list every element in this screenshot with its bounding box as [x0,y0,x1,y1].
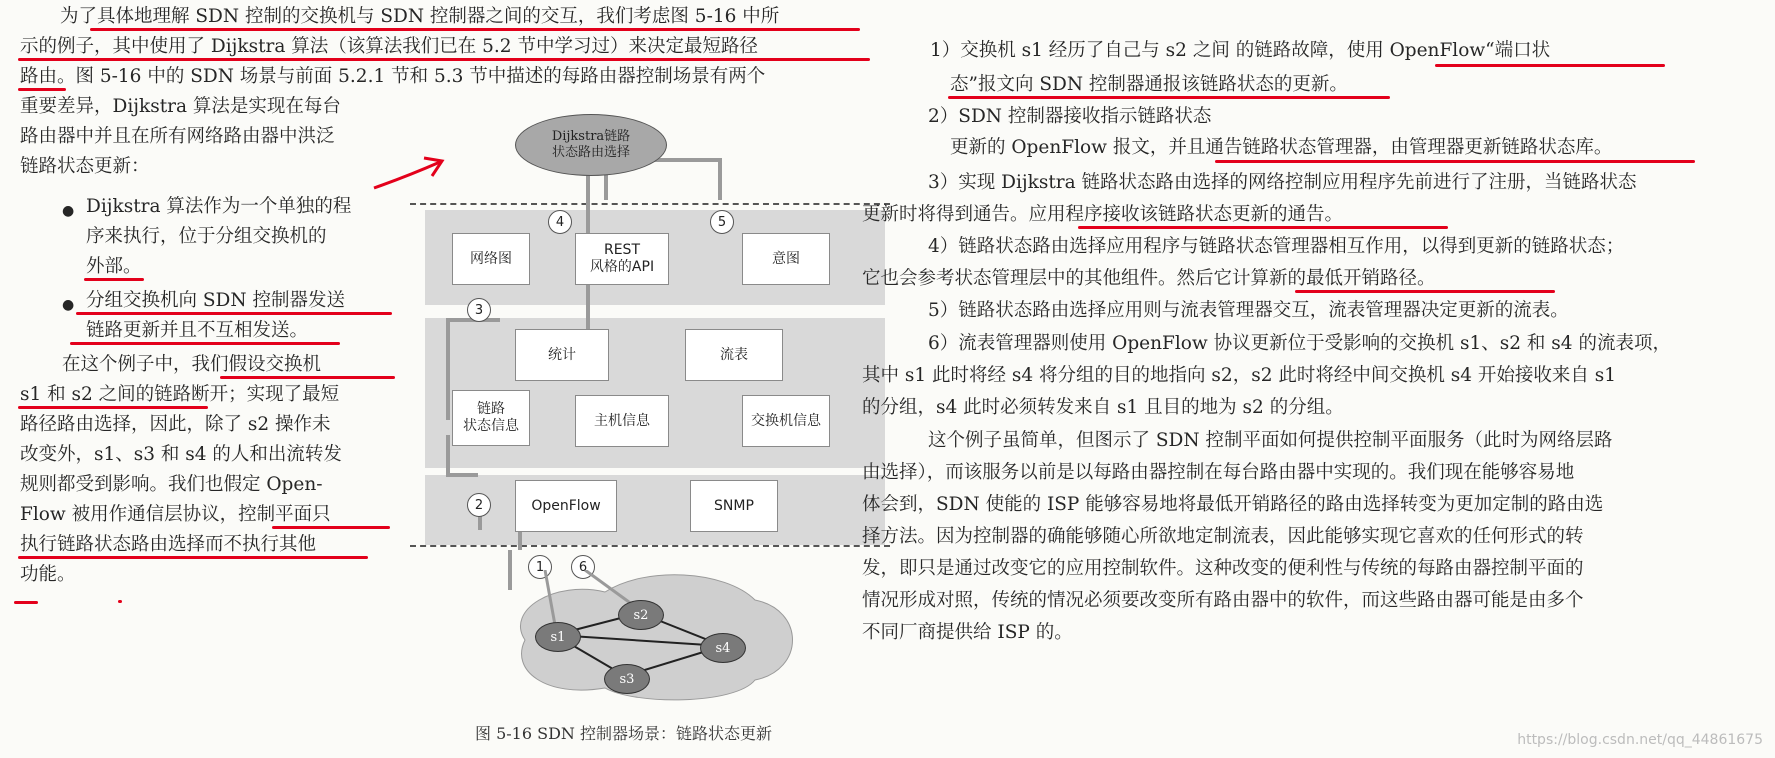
step-circle-2: 2 [467,493,491,517]
figure-connectors [420,120,900,590]
box-statistics: 统计 [515,329,609,381]
box-snmp: SNMP [690,480,778,532]
left-line-4: 重要差异，Dijkstra 算法是实现在每台 [20,96,341,117]
bullet-dot-2: ● [62,297,75,313]
box-flow-table: 流表 [685,329,783,381]
right-line-9: 5）链路状态路由选择应用则与流表管理器交互，流表管理器决定更新的流表。 [928,300,1569,321]
annotation-underline [272,526,390,529]
bullet1-line-1: Dijkstra 算法作为一个单独的程 [86,196,352,217]
step-circle-5: 5 [710,210,734,234]
right-line-17: 发，即只是通过改变它的应用控制软件。这种改变的便利性与传统的每路由器控制平面的 [862,558,1584,579]
step-circle-1: 1 [528,555,552,579]
annotation-underline [70,342,340,345]
step-circle-6: 6 [571,555,595,579]
annotation-underline [18,406,208,409]
annotation-underline [1215,160,1695,163]
para2-line-5: 规则都受到影响。我们也假定 Open- [20,474,323,495]
switch-s1: s1 [535,622,581,652]
box-intent: 意图 [742,233,830,285]
left-line-6: 链路状态更新： [20,156,150,177]
annotation-underline [18,58,870,61]
dijkstra-label-2: 状态路由选择 [551,145,630,160]
left-line-3: 路由。图 5-16 中的 SDN 场景与前面 5.2.1 节和 5.3 节中描述的每路由器控制场景有两个 [20,66,766,87]
bullet2-line-1: 分组交换机向 SDN 控制器发送 [86,290,345,311]
right-line-13: 这个例子虽简单，但图示了 SDN 控制平面如何提供控制平面服务（此时为网络层路 [928,430,1613,451]
right-line-6: 更新时将得到通告。应用程序接收该链路状态更新的通告。 [862,204,1344,225]
para2-line-2: s1 和 s2 之间的链路断开；实现了最短 [20,384,340,405]
right-line-8: 它也会参考状态管理层中的其他组件。然后它计算新的最低开销路径。 [862,268,1436,289]
right-line-4: 更新的 OpenFlow 报文，并且通告链路状态管理器，由管理器更新链路状态库。 [950,137,1613,158]
right-line-7: 4）链路状态路由选择应用程序与链路状态管理器相互作用，以得到更新的链路状态； [928,236,1625,257]
para2-line-6: Flow 被用作通信层协议，控制平面只 [20,504,331,525]
right-line-10: 6）流表管理器则使用 OpenFlow 协议更新位于受影响的交换机 s1、s2 和 s4 的流表项， [928,333,1671,354]
para2-line-3: 路径路由选择，因此，除了 s2 操作未 [20,414,331,435]
right-line-15: 体会到，SDN 使能的 ISP 能够容易地将最低开销路径的路由选择转变为更加定制的路由选 [862,494,1604,515]
annotation-underline [18,88,66,91]
box-host-info: 主机信息 [575,395,669,447]
switch-s4: s4 [700,633,746,663]
annotation-underline [1295,290,1555,293]
box-switch-info: 交换机信息 [742,395,830,447]
step-circle-4: 4 [548,210,572,234]
switch-s2: s2 [618,600,664,630]
annotation-underline [1435,64,1665,67]
right-line-19: 不同厂商提供给 ISP 的。 [862,622,1073,643]
step-circle-3: 3 [467,298,491,322]
left-line-2: 示的例子，其中使用了 Dijkstra 算法（该算法我们已在 5.2 节中学习过）来决定最短路径 [20,36,758,57]
right-line-1: 1）交换机 s1 经历了自己与 s2 之间 的链路故障，使用 OpenFlow“端口状 [930,40,1551,61]
right-line-3: 2）SDN 控制器接收指示链路状态 [928,106,1212,127]
watermark: https://blog.csdn.net/qq_44861675 [1517,732,1763,748]
para2-line-1: 在这个例子中，我们假设交换机 [62,354,322,375]
bullet-dot-1: ● [62,203,75,219]
box-rest-api: REST 风格的API [575,233,669,285]
switch-s3: s3 [604,664,650,694]
annotation-underline [84,278,144,281]
para2-line-7: 执行链路状态路由选择而不执行其他 [20,534,317,555]
annotation-underline [76,312,392,315]
bullet2-line-2: 链路更新并且不互相发送。 [86,320,309,341]
right-line-16: 择方法。因为控制器的确能够随心所欲地定制流表，因此能够实现它喜欢的任何形式的转 [862,526,1584,547]
left-line-5: 路由器中并且在所有网络路由器中洪泛 [20,126,335,147]
right-line-5: 3）实现 Dijkstra 链路状态路由选择的网络控制应用程序先前进行了注册，当链路状态 [928,172,1637,193]
annotation-underline [18,556,368,559]
annotation-underline [90,28,860,31]
right-line-12: 的分组，s4 此时必须转发来自 s1 且目的地为 s2 的分组。 [862,397,1344,418]
left-line-1: 为了具体地理解 SDN 控制的交换机与 SDN 控制器之间的交互，我们考虑图 5-16 中所 [60,6,780,27]
para2-line-8: 功能。 [20,564,76,585]
bullet1-line-3: 外部。 [86,256,142,277]
right-line-11: 其中 s1 此时将经 s4 将分组的目的地指向 s2，s2 此时将经中间交换机 s4 开始接收来自 s1 [862,365,1617,386]
annotation-underline [14,601,38,604]
box-link-state-info: 链路 状态信息 [452,390,530,446]
box-openflow: OpenFlow [515,480,617,532]
box-network-graph: 网络图 [452,233,530,285]
figure-caption: 图 5-16 SDN 控制器场景：链路状态更新 [475,724,772,743]
right-line-14: 由选择），而该服务以前是以每路由器控制在每台路由器中实现的。我们现在能够容易地 [862,462,1575,483]
right-line-2: 态”报文向 SDN 控制器通报该链路状态的更新。 [950,74,1348,95]
annotation-underline [948,96,1390,99]
dijkstra-app [515,114,667,176]
para2-line-4: 改变外，s1、s3 和 s4 的人和出流转发 [20,444,342,465]
annotation-underline [220,376,395,379]
bullet1-line-2: 序来执行，位于分组交换机的 [86,226,327,247]
right-line-18: 情况形成对照，传统的情况必须要改变所有路由器中的软件，而这些路由器可能是由多个 [862,590,1584,611]
annotation-dot [118,600,122,603]
annotation-underline [1078,226,1448,229]
dijkstra-label-1: Dijkstra链路 [551,129,631,144]
